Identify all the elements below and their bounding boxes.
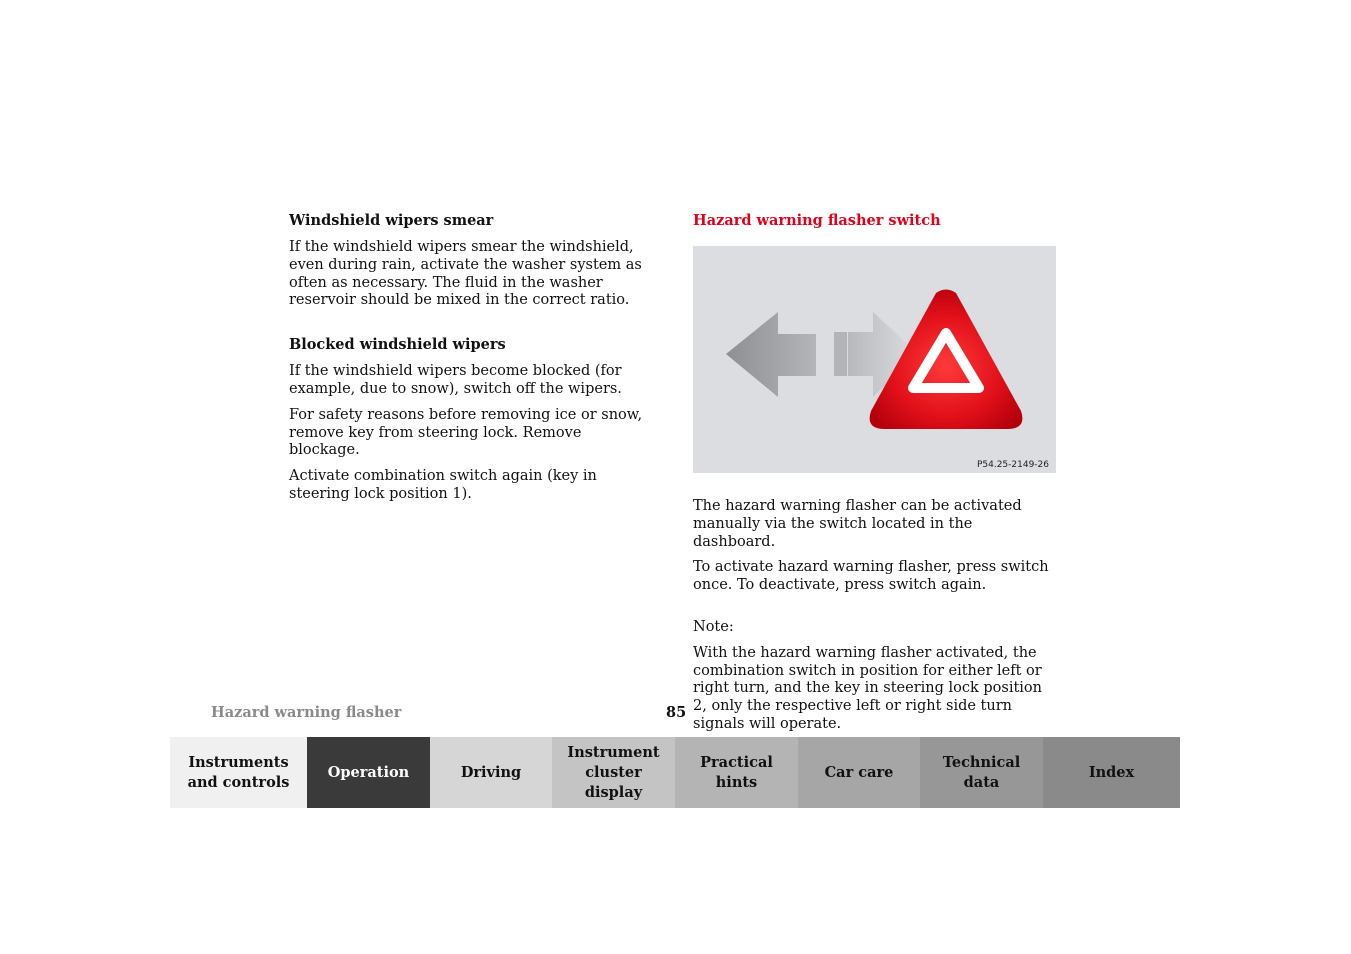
- note-text: With the hazard warning flasher activated, the combination switch in position for either left or right turn, and the key in steering lock position 2, only the respective left or right side turn signals will operate.: [693, 644, 1042, 732]
- note-label: Note:: [693, 618, 734, 635]
- section-heading-hazard-switch: Hazard warning flasher switch: [693, 212, 941, 229]
- page-number: 85: [666, 704, 687, 721]
- paragraph: If the windshield wipers smear the windshield, even during rain, activate the washer system as often as necessary. The fluid in the washer reservoir should be mixed in the correct ratio.: [289, 239, 642, 309]
- tab-instrument-cluster-display[interactable]: Instrument cluster display: [552, 737, 675, 808]
- left-column: [289, 212, 654, 512]
- figure-code: P54.25-2149-26: [976, 460, 1049, 470]
- tab-driving[interactable]: Driving: [430, 737, 552, 808]
- tab-technical-data[interactable]: Technical data: [920, 737, 1043, 808]
- paragraph: To activate hazard warning flasher, press switch once. To deactivate, press switch again.: [693, 559, 1049, 594]
- chapter-nav-tabs: [170, 737, 1180, 808]
- paragraph: Activate combination switch again (key in steering lock position 1).: [289, 468, 597, 502]
- tab-car-care[interactable]: Car care: [798, 737, 920, 808]
- hazard-switch-illustration: [693, 246, 1056, 473]
- hazard-switch-figure: [693, 246, 1056, 473]
- paragraph: If the windshield wipers become blocked (for example, due to snow), switch off the wipers.: [289, 363, 622, 397]
- tab-operation[interactable]: Operation: [307, 737, 430, 808]
- tab-index[interactable]: Index: [1043, 737, 1180, 808]
- tab-instruments-and-controls[interactable]: Instruments and controls: [170, 737, 307, 808]
- footer-section-title: Hazard warning flasher: [211, 704, 402, 721]
- section-heading-blocked-wipers: Blocked windshield wipers: [289, 336, 506, 354]
- tab-practical-hints[interactable]: Practical hints: [675, 737, 798, 808]
- section-heading-wipers-smear: Windshield wipers smear: [289, 212, 494, 229]
- right-column: [693, 212, 1058, 742]
- paragraph: For safety reasons before removing ice or snow, remove key from steering lock. Remove blockage.: [289, 406, 643, 459]
- left-arrow-icon: [726, 312, 816, 397]
- paragraph: The hazard warning flasher can be activated manually via the switch located in the dashboard.: [693, 498, 1022, 550]
